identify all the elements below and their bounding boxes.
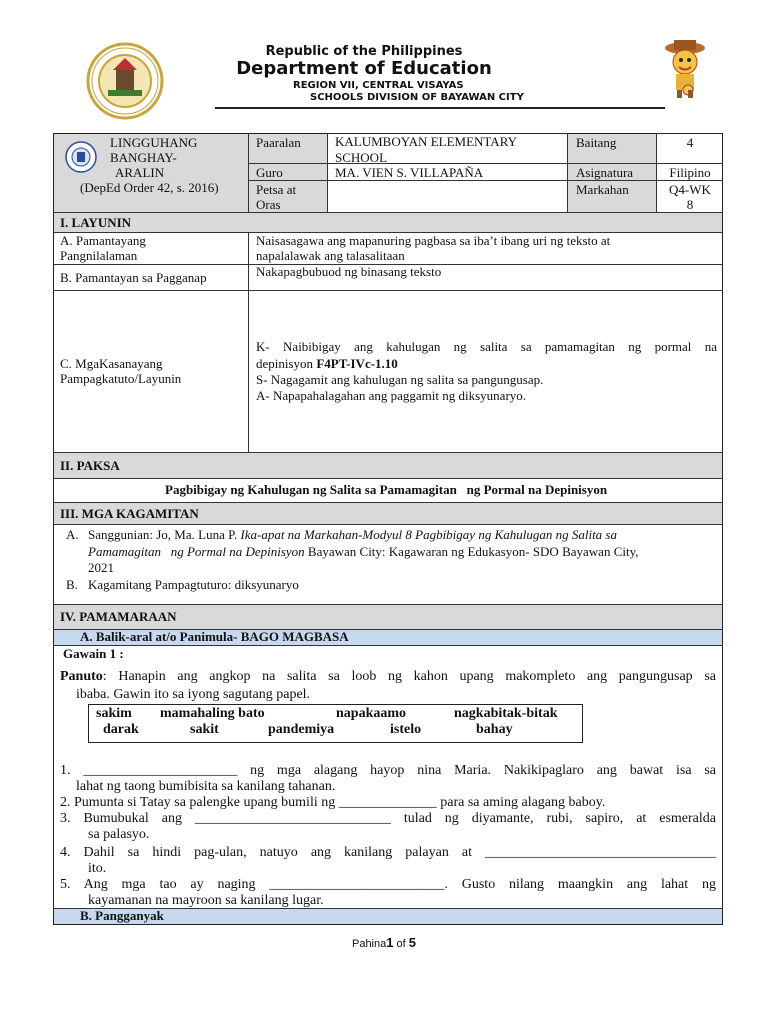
paksa-title: Pagbibigay ng Kahulugan ng Salita sa Pamamagitan ng Pormal na Depinisyon	[165, 482, 608, 497]
guro-value: MA. VIEN S. VILLAPAÑA	[335, 165, 484, 180]
doc-title-line-2: BANGHAY-	[110, 150, 177, 165]
markahan-label: Markahan	[576, 182, 629, 197]
sanggunian-line-1: Sanggunian: Jo, Ma. Luna P. Ika-apat na Markahan-Modyul 8 Pagbibigay ng Kahulugan ng Salita sa	[88, 527, 617, 542]
item-5-line-2: kayamanan na mayroon sa kanilang lugar.	[88, 893, 324, 908]
panuto-line-1: Panuto: Hanapin ang angkop na salita sa loob ng kahon upang makompleto ang pangungusap sa	[60, 669, 716, 684]
markahan-value-1: Q4-WK	[669, 182, 711, 197]
pahina-label: Pahina	[351, 938, 387, 950]
pamantayang-label-1: A. Pamantayang	[60, 233, 146, 248]
pamantayang-value-2: napalalawak ang talasalitaan	[256, 248, 405, 263]
panuto-line-2: ibaba. Gawin ito sa iyong sagutang papel.	[76, 687, 311, 702]
header-rule	[215, 107, 665, 109]
balik-aral-heading: A. Balik-aral at/o Panimula- BAGO MAGBASA	[80, 629, 349, 644]
word-sakim: sakim	[96, 706, 132, 721]
petsa-label-2: Oras	[256, 197, 281, 212]
word-bahay: bahay	[476, 722, 513, 737]
item-3-line-2: sa palasyo.	[88, 827, 150, 842]
sanggunian-year: 2021	[88, 560, 114, 575]
region-text: REGION VII, CENTRAL VISAYAS	[293, 80, 464, 91]
division-text: SCHOOLS DIVISION OF BAYAWAN CITY	[310, 92, 524, 103]
pangganyak-heading: B. Pangganyak	[80, 908, 164, 923]
item-4-line-2: ito.	[88, 861, 107, 876]
word-napakaamo: napakaamo	[336, 706, 407, 721]
baitang-value: 4	[686, 135, 694, 150]
word-darak: darak	[103, 722, 139, 737]
objective-k-line-2: depinisyon F4PT-IVc-1.10	[256, 356, 398, 371]
word-pandemiya: pandemiya	[268, 722, 335, 737]
sanggunian-line-2: Pamamagitan ng Pormal na Depinisyon Bayawan City: Kagawaran ng Edukasyon- SDO Bayawan City,	[88, 544, 639, 559]
word-sakit: sakit	[190, 722, 219, 737]
item-1-line-1: 1. ______________________ ng mga alagang hayop nina Maria. Nakikipaglaro ang bawat isa sa	[60, 763, 716, 778]
doc-order: (DepEd Order 42, s. 2016)	[80, 180, 219, 195]
pamantayang-value-1: Naisasagawa ang mapanuring pagbasa sa iba’t ibang uri ng teksto at	[256, 233, 611, 248]
doc-title-line-3: ARALIN	[115, 165, 165, 180]
kagamitan-a-marker: A.	[66, 527, 79, 542]
item-3-line-1: 3. Bumubukal ang ____________________________ tulad ng diyamante, rubi, sapiro, at esmeralda	[60, 811, 716, 826]
markahan-value-2: 8	[686, 197, 694, 212]
objective-a: A- Napapahalagahan ang paggamit ng diksyunaryo.	[256, 388, 527, 403]
layunin-heading-bar	[54, 213, 722, 232]
pagganap-label: B. Pamantayan sa Pagganap	[60, 270, 207, 285]
republic-text: Republic of the Philippines	[265, 44, 463, 59]
pamantayang-label-2: Pangnilalaman	[60, 248, 138, 263]
item-5-line-1: 5. Ang mga tao ay naging _________________________. Gusto nilang maangkin ang lahat ng	[60, 877, 716, 892]
deped-logo-icon	[65, 141, 97, 173]
item-2: 2. Pumunta si Tatay sa palengke upang bumili ng ______________ para sa aming alagang baboy.	[60, 795, 606, 810]
kagamitan-heading: III. MGA KAGAMITAN	[60, 506, 199, 521]
page-number: 1	[386, 935, 394, 950]
asignatura-label: Asignatura	[576, 165, 634, 180]
gawain-label: Gawain 1 :	[63, 646, 124, 661]
doc-title-line-1: LINGGUHANG	[110, 135, 198, 150]
baitang-label: Baitang	[576, 135, 617, 150]
objective-k-line-1: K- Naibibigay ang kahulugan ng salita sa pamamagitan ng pormal na	[256, 339, 717, 354]
pagganap-value: Nakapagbubuod ng binasang teksto	[256, 264, 442, 279]
kagamitan-b-marker: B.	[66, 577, 78, 592]
item-1-line-2: lahat ng taong bumibisita sa kanilang tahanan.	[76, 779, 336, 794]
layunin-heading: I. LAYUNIN	[60, 215, 132, 230]
petsa-label-1: Petsa at	[256, 182, 297, 197]
competency-code: F4PT-IVc-1.10	[316, 356, 398, 371]
kasanayan-label-1: C. MgaKasanayang	[60, 356, 163, 371]
item-4-line-1: 4. Dahil sa hindi pag-ulan, natuyo ang kanilang palayan at _________________________________	[60, 845, 716, 860]
word-istelo: istelo	[390, 722, 422, 737]
page-total: 5	[408, 935, 417, 950]
asignatura-value: Filipino	[669, 165, 711, 180]
word-nagkabitak-bitak: nagkabitak-bitak	[454, 706, 558, 721]
of-label: of	[393, 938, 409, 950]
page-footer	[0, 935, 768, 950]
pamamaraan-heading: IV. PAMAMARAAN	[60, 609, 177, 624]
objective-s: S- Nagagamit ang kahulugan ng salita sa pangungusap.	[256, 372, 544, 387]
paaralan-label: Paaralan	[256, 135, 301, 150]
kagamitang-pampagtuturo: Kagamitang Pampagtuturo: diksyunaryo	[88, 577, 299, 592]
guro-label: Guro	[256, 165, 283, 180]
word-mamahaling-bato: mamahaling bato	[160, 706, 265, 721]
department-title: Department of Education	[236, 58, 492, 79]
kasanayan-label-2: Pampagkatuto/Layunin	[60, 371, 182, 386]
paksa-heading-bar	[54, 453, 722, 478]
paaralan-value: KALUMBOYAN ELEMENTARY SCHOOL	[335, 134, 517, 165]
paksa-heading: II. PAKSA	[60, 458, 120, 473]
mascot-icon	[662, 38, 708, 100]
